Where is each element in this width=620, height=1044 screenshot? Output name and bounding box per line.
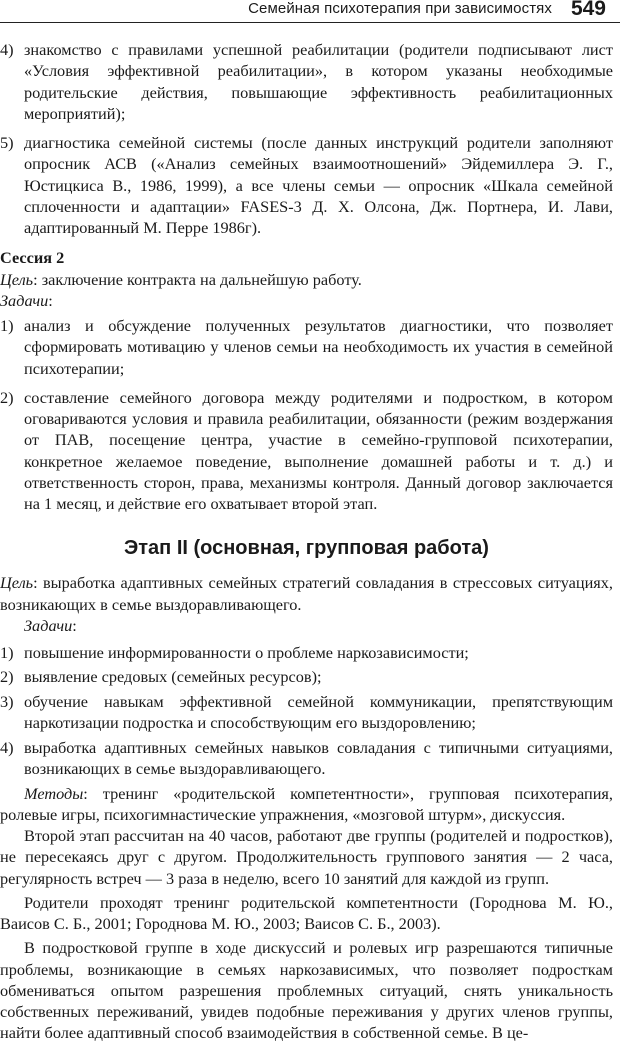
page-number: 549 [570,0,606,20]
goal-text: : заключение контракта на дальнейшую работу. [33,269,362,289]
body-paragraph: Второй этап рассчитан на 40 часов, работают две группы (родителей и подростков), не пересекаясь друг с другом. Продолжительность группового занятия — 2 часа, регулярность встреч — 3 раза в неделю, всего 10 занятий для каждой из групп. [0,826,613,888]
stage-2-heading: Этап II (основная, групповая работа) [124,537,489,560]
tasks-colon: : [48,290,53,310]
list-item [0,737,613,780]
list-number: 5) [0,133,14,152]
list-number: 2) [0,387,14,407]
header-rule [0,22,620,23]
stage-2-tasks [0,615,613,636]
list-item [0,642,613,663]
list-item [0,387,613,515]
goal-text: : выработка адаптивных семейных стратегий совладания в стрессовых ситуациях, возникающих в семье выздоравливающего. [0,573,613,614]
list-text: обучение навыкам эффективной семейной коммуникации, препятствующим наркотизации подростка и способствующим его выздоровлению; [24,691,613,732]
list-number: 4) [0,738,14,757]
list-number: 4) [0,40,14,59]
body-paragraph: Родители проходят тренинг родительской компетентности (Городнова М. Ю., Ваисов С. Б., 2001; Городнова М. Ю., 2003; Ваисов С. Б., 2003). [0,892,613,933]
methods-paragraph [0,783,613,826]
stage-2-goal [0,572,613,615]
list-item [0,315,613,379]
list-text: составление семейного договора между родителями и подростком, в котором оговариваются условия и правила реабилитации, обязанности (режим воздержания от ПАВ, посещение центра, участие в семейно-групповой психотерапии, конкретное желаемое поведение, выполнение домашней работы и т. д.) и ответственность сторон, права, механизмы контроля. Данный договор заключается на 1 месяц, и действие его охватывает второй этап. [24,387,613,513]
goal-label: Цель [0,269,34,289]
running-header [0,0,620,24]
list-text: знакомство с правилами успешной реабилитации (родители подписывают лист «Условия эффективной реабилитации», в котором указаны необходимые родительские действия, повышающие эффективность реабилитационных мероприятий); [24,40,613,123]
list-text: повышение информированности о проблеме наркозависимости; [24,643,469,662]
goal-label: Цель [0,573,34,593]
list-text: диагностика семейной системы (после данных инструкций родители заполняют опросник АСВ («Анализ семейных взаимоотношений» Эйдемиллера Э. Г., Юстицкиса В., 1986, 1999), а все члены семьи — опросник «Шкала семейной сплоченности и адаптации» FASES-3 Д. Х. Олсона, Дж. Портнера, И. Лави, адаптированный М. Перре 1986г). [24,133,613,237]
tasks-label: Задачи [0,290,49,310]
list-item [0,39,613,124]
methods-text: : тренинг «родительской компетентности», групповая психотерапия, ролевые игры, психогимнастические упражнения, «мозговой штурм», дискуссия. [0,783,613,824]
list-number: 2) [0,667,14,687]
list-item [0,691,613,734]
session-2-tasks [0,290,613,311]
tasks-label: Задачи [24,615,73,635]
list-text: выявление средовых (семейных ресурсов); [24,667,322,687]
list-item [0,132,613,238]
methods-label: Методы [24,783,84,803]
list-number: 1) [0,316,14,335]
body-paragraph: В подростковой группе в ходе дискуссий и ролевых игр разрешаются типичные проблемы, возникающие в семьях наркозависимых, что позволяет подросткам обмениваться опытом разрешения проблемных ситуаций, снять уникальность собственных переживаний, увидев подобные переживания у других членов группы, найти более адаптивный способ взаимодействия в собственной семье. В це- [0,938,613,1043]
session-2-goal [0,269,613,290]
list-number: 3) [0,691,14,711]
list-number: 1) [0,643,14,662]
list-text: выработка адаптивных семейных навыков совладания с типичными ситуациями, возникающих в семье выздоравливающего. [24,738,613,779]
page-body [0,39,613,1044]
session-2-title: Сессия 2 [0,248,65,268]
list-text: анализ и обсуждение полученных результатов диагностики, что позволяет сформировать мотивацию у членов семьи на необходимость их участия в семейной психотерапии; [24,316,613,378]
tasks-colon: : [72,615,77,635]
running-title: Семейная психотерапия при зависимостях [248,0,552,17]
list-item [0,666,613,687]
